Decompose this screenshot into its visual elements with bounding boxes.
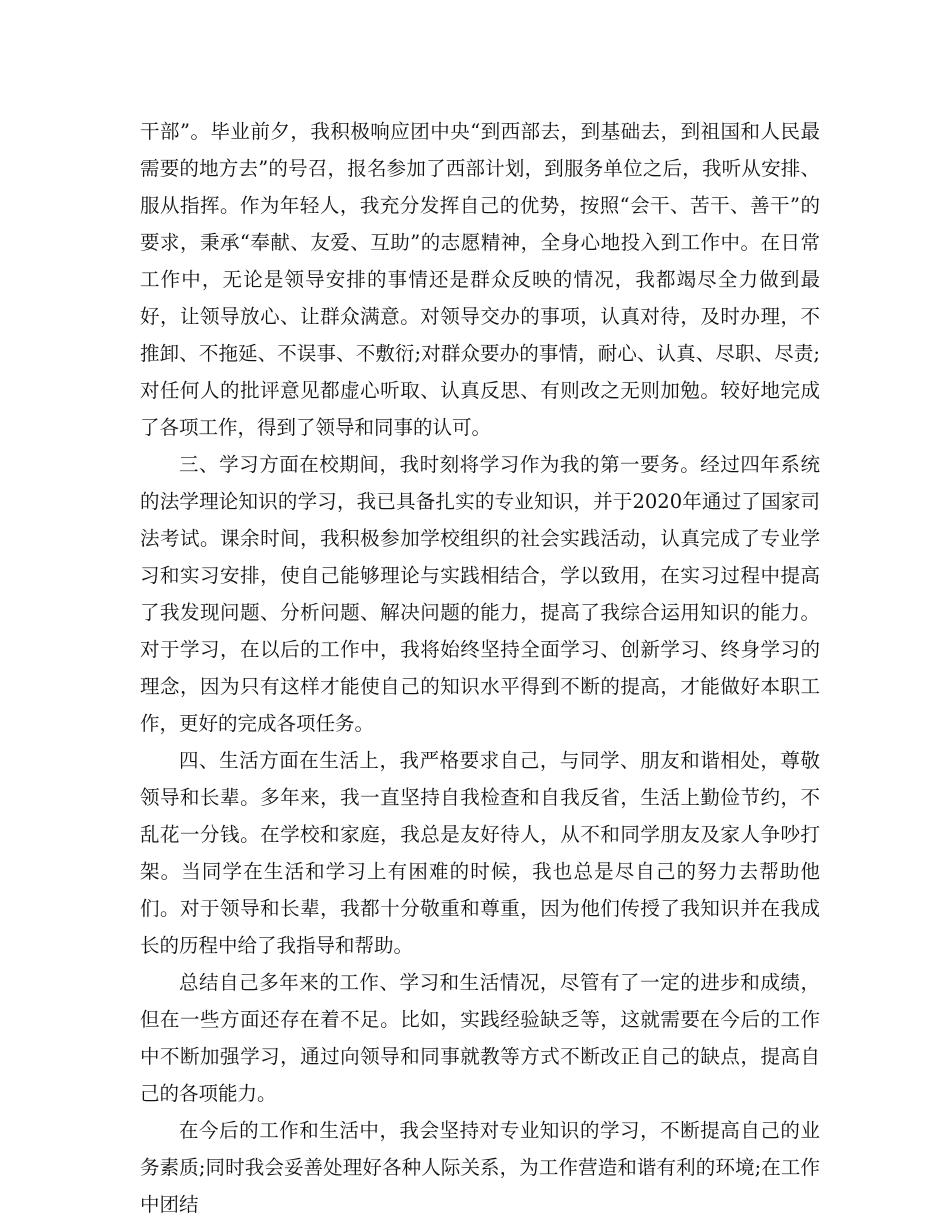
paragraph-study: 三、学习方面在校期间，我时刻将学习作为我的第一要务。经过四年系统的法学理论知识的学习，我已具备扎实的专业知识，并于2020年通过了国家司法考试。课余时间，我积极参加学校组织的社会实践活动，认真完成了专业学习和实习安排，使自己能够理论与实践相结合，学以致用，在实习过程中提高了我发现问题、分析问题、解决问题的能力，提高了我综合运用知识的能力。对于学习，在以后的工作中，我将始终坚持全面学习、创新学习、终身学习的理念，因为只有这样才能使自己的知识水平得到不断的提高，才能做好本职工作，更好的完成各项任务。 xyxy=(140,453,820,735)
paragraph-life: 四、生活方面在生活上，我严格要求自己，与同学、朋友和谐相处，尊敬领导和长辈。多年来，我一直坚持自我检查和自我反省，生活上勤俭节约，不乱花一分钱。在学校和家庭，我总是友好待人，从不和同学朋友及家人争吵打架。当同学在生活和学习上有困难的时候，我也总是尽自己的努力去帮助他们。对于领导和长辈，我都十分敬重和尊重，因为他们传授了我知识并在我成长的历程中给了我指导和帮助。 xyxy=(140,749,820,957)
paragraph-future: 在今后的工作和生活中，我会坚持对专业知识的学习，不断提高自己的业务素质;同时我会妥善处理好各种人际关系，为工作营造和谐有利的环境;在工作中团结 xyxy=(140,1119,820,1216)
paragraph-summary: 总结自己多年来的工作、学习和生活情况，尽管有了一定的进步和成绩，但在一些方面还存在着不足。比如，实践经验缺乏等，这就需要在今后的工作中不断加强学习，通过向领导和同事就教等方式不断改正自己的缺点，提高自己的各项能力。 xyxy=(140,971,820,1105)
paragraph-work-continued: 干部”。毕业前夕，我积极响应团中央“到西部去，到基础去，到祖国和人民最需要的地方去”的号召，报名参加了西部计划，到服务单位之后，我听从安排、服从指挥。作为年轻人，我充分发挥自己的优势，按照“会干、苦干、善干”的要求，秉承“奉献、友爱、互助”的志愿精神，全身心地投入到工作中。在日常工作中，无论是领导安排的事情还是群众反映的情况，我都竭尽全力做到最好，让领导放心、让群众满意。对领导交办的事项，认真对待，及时办理，不推卸、不拖延、不误事、不敷衍;对群众要办的事情，耐心、认真、尽职、尽责;对任何人的批评意见都虚心听取、认真反思、有则改之无则加勉。较好地完成了各项工作，得到了领导和同事的认可。 xyxy=(140,120,820,439)
document-body xyxy=(140,113,820,1223)
